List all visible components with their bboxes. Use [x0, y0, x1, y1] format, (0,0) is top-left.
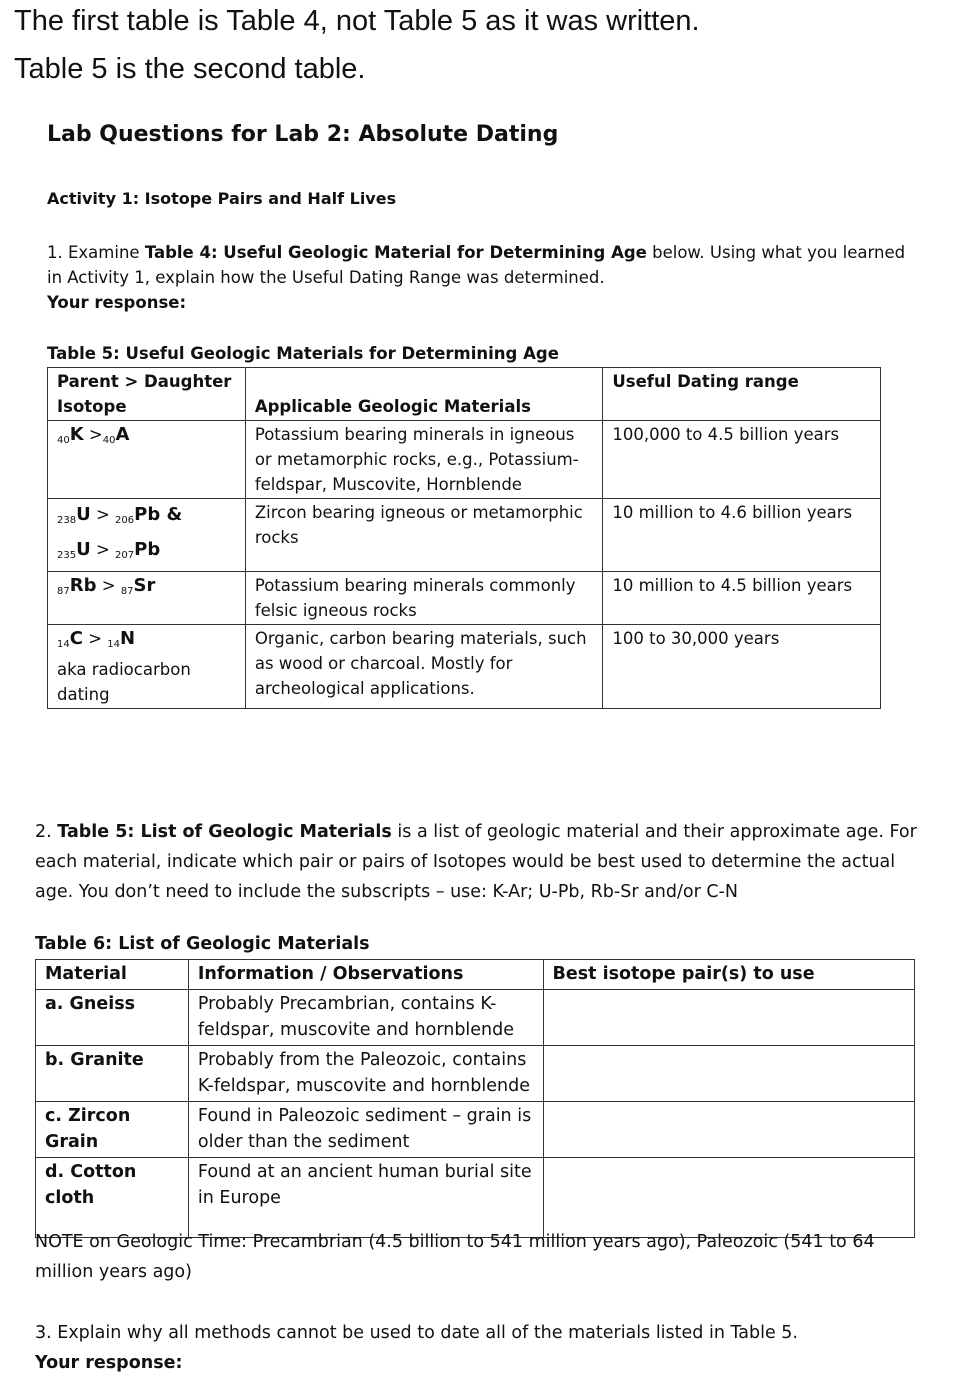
- answer-cell[interactable]: [543, 1045, 915, 1101]
- info-cell: Found at an ancient human burial site in Europe: [188, 1157, 543, 1237]
- isotope-symbol: C: [69, 628, 83, 649]
- info-cell: Found in Paleozoic sediment – grain is older than the sediment: [188, 1101, 543, 1157]
- table6-caption: Table 6: List of Geologic Materials: [35, 934, 370, 954]
- answer-cell[interactable]: [543, 989, 915, 1045]
- table6-header-row: [36, 960, 915, 990]
- header-parent-daughter-line2: Isotope: [57, 397, 127, 416]
- correction-line-2: Table 5 is the second table.: [14, 53, 366, 85]
- answer-cell[interactable]: [543, 1101, 915, 1157]
- table-row: [48, 421, 881, 499]
- question-1: [47, 240, 907, 315]
- isotope-symbol: A: [115, 424, 130, 445]
- isotope-sub: 235: [57, 550, 77, 561]
- table-row: [36, 1045, 915, 1101]
- isotope-sub: 207: [115, 550, 135, 561]
- activity-title: Activity 1: Isotope Pairs and Half Lives: [47, 189, 397, 208]
- table-row: [36, 1157, 915, 1237]
- isotope-sub: 14: [57, 639, 70, 650]
- material-cell: a. Gneiss: [36, 989, 189, 1045]
- isotope-symbol: Sr: [133, 575, 156, 596]
- q3-text: 3. Explain why all methods cannot be used to date all of the materials listed in Table 5.: [35, 1323, 798, 1343]
- isotope-symbol: U: [76, 504, 91, 525]
- isotope-separator: >: [90, 505, 116, 524]
- isotope-sub: 206: [115, 515, 135, 526]
- isotope-symbol: U: [76, 539, 91, 560]
- isotope-separator: >: [82, 629, 108, 648]
- material-cell: b. Granite: [36, 1045, 189, 1101]
- question-2: [35, 817, 935, 907]
- range-cell: 10 million to 4.6 billion years: [603, 499, 881, 572]
- range-cell: 100,000 to 4.5 billion years: [603, 421, 881, 499]
- material-cell: c. Zircon Grain: [36, 1101, 189, 1157]
- isotope-cell: [48, 499, 246, 572]
- q1-suffix: below. Using what you learned in Activity 1, explain how the Useful Dating Range was determined.: [47, 243, 906, 287]
- header-range: Useful Dating range: [603, 368, 881, 421]
- isotope-sub: 40: [102, 435, 116, 446]
- geologic-materials-table: [35, 959, 915, 1238]
- header-parent-daughter-line1: Parent > Daughter: [57, 372, 232, 391]
- table-row: [48, 572, 881, 625]
- q2-suffix: is a list of geologic material and their approximate age. For each material, indicate which pair or pairs of Isotopes would be best used to determine the actual age. You don’t need to include the subscripts – use: K-Ar; U-Pb, Rb-Sr and/or C-N: [35, 822, 917, 902]
- info-cell: Probably Precambrian, contains K-feldspar, muscovite and hornblende: [188, 989, 543, 1045]
- q1-response-label: Your response:: [47, 293, 187, 312]
- header-material: Material: [36, 960, 189, 990]
- isotope-sub: 238: [57, 515, 77, 526]
- materials-cell: Zircon bearing igneous or metamorphic rocks: [245, 499, 603, 572]
- table-row: [48, 625, 881, 709]
- materials-cell: Organic, carbon bearing materials, such as wood or charcoal. Mostly for archeological applications.: [245, 625, 603, 709]
- isotope-sub: 87: [120, 586, 134, 597]
- isotope-symbol: Pb: [134, 504, 161, 525]
- isotope-separator: >: [83, 425, 103, 444]
- isotope-symbol: Rb: [69, 575, 97, 596]
- header-parent-daughter: [48, 368, 246, 421]
- header-info: Information / Observations: [188, 960, 543, 990]
- question-3: [35, 1318, 935, 1378]
- q1-prefix: 1. Examine: [47, 243, 145, 262]
- q3-response-label: Your response:: [35, 1353, 183, 1373]
- q2-table-ref: Table 5: List of Geologic Materials: [57, 822, 392, 842]
- correction-line-1: The first table is Table 4, not Table 5 as it was written.: [14, 5, 700, 37]
- q1-table-ref: Table 4: Useful Geologic Material for Determining Age: [144, 243, 647, 262]
- table-row: [36, 1101, 915, 1157]
- isotope-separator: >: [90, 540, 116, 559]
- table-row: [48, 499, 881, 572]
- isotope-sub: 14: [107, 639, 121, 650]
- isotope-cell: [48, 572, 246, 625]
- table-row: [36, 989, 915, 1045]
- range-cell: 100 to 30,000 years: [603, 625, 881, 709]
- answer-cell[interactable]: [543, 1157, 915, 1237]
- info-cell: Probably from the Paleozoic, contains K-feldspar, muscovite and hornblende: [188, 1045, 543, 1101]
- q2-prefix: 2.: [35, 822, 58, 842]
- isotope-separator: >: [96, 576, 121, 595]
- useful-materials-table: [47, 367, 881, 709]
- isotope-note: aka radiocarbon dating: [57, 660, 191, 704]
- isotope-sub: 87: [57, 586, 70, 597]
- header-best-pair: Best isotope pair(s) to use: [543, 960, 915, 990]
- materials-cell: Potassium bearing minerals commonly felsic igneous rocks: [245, 572, 603, 625]
- material-cell: d. Cotton cloth: [36, 1157, 189, 1237]
- range-cell: 10 million to 4.5 billion years: [603, 572, 881, 625]
- geologic-time-note: NOTE on Geologic Time: Precambrian (4.5 billion to 541 million years ago), Paleozoic (541 to 64 million years ago): [35, 1232, 875, 1282]
- isotope-symbol: N: [120, 628, 136, 649]
- isotope-sub: 40: [57, 435, 70, 446]
- table4-caption: Table 5: Useful Geologic Materials for Determining Age: [47, 344, 559, 363]
- isotope-symbol: Pb: [134, 539, 161, 560]
- lab-title: Lab Questions for Lab 2: Absolute Dating: [47, 122, 559, 147]
- table4-header-row: [48, 368, 881, 421]
- materials-cell: Potassium bearing minerals in igneous or metamorphic rocks, e.g., Potassium-feldspar, Muscovite, Hornblende: [245, 421, 603, 499]
- isotope-ampersand: &: [160, 504, 183, 525]
- isotope-cell: [48, 421, 246, 499]
- isotope-cell: [48, 625, 246, 709]
- isotope-symbol: K: [69, 424, 84, 445]
- header-materials: Applicable Geologic Materials: [245, 368, 603, 421]
